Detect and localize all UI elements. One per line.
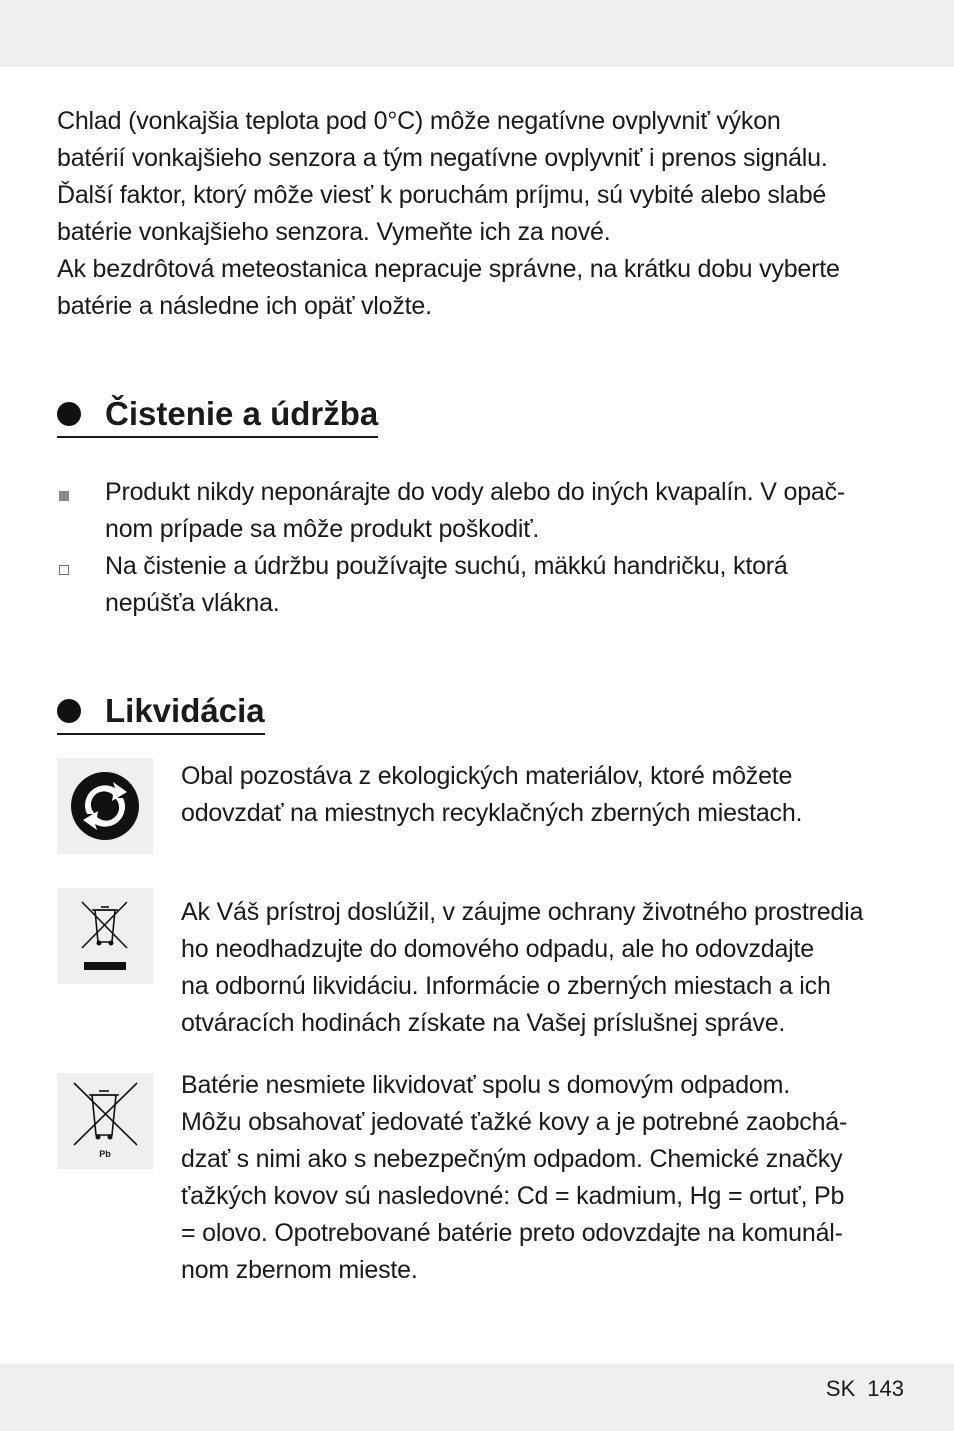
heading-cleaning-text: Čistenie a údržba <box>105 395 379 432</box>
text-line: Na čistenie a údržbu používajte suchú, mäkkú handričku, ktorá <box>105 552 788 580</box>
text-line: na odbornú likvidáciu. Informácie o zberných miestach a ich <box>181 972 831 1000</box>
text-line: nom prípade sa môže produkt poškodiť. <box>105 515 540 543</box>
text-line: batérie vonkajšieho senzora. Vymeňte ich za nové. <box>57 218 611 246</box>
heading-disposal-text: Likvidácia <box>105 692 265 729</box>
bullet-dot-icon <box>57 699 81 723</box>
top-band <box>0 0 954 67</box>
cleaning-bullet-list <box>57 474 907 622</box>
text-line: dzať s nimi ako s nebezpečným odpadom. Chemické značky <box>181 1145 843 1173</box>
text-line: odovzdať na miestnych recyklačných zberných miestach. <box>181 799 803 827</box>
text-line: Môžu obsahovať jedovaté ťažké kovy a je potrebné zaobchá- <box>181 1108 848 1136</box>
language-code: SK <box>825 1376 856 1401</box>
text-line: Batérie nesmiete likvidovať spolu s domovým odpadom. <box>181 1071 790 1099</box>
intro-paragraph <box>57 103 907 325</box>
open-square-icon <box>57 548 105 622</box>
heading-cleaning <box>57 394 378 438</box>
pb-label: Pb <box>99 1149 111 1159</box>
crossed-bin-battery-icon <box>57 1073 153 1169</box>
page-number: 143 <box>867 1376 904 1401</box>
list-item <box>57 474 907 548</box>
text-line: ťažkých kovov sú nasledovné: Cd = kadmium, Hg = ortuť, Pb <box>181 1182 845 1210</box>
text-line: Ďalší faktor, ktorý môže viesť k poruchám príjmu, sú vybité alebo slabé <box>57 181 827 209</box>
text-line: Obal pozostáva z ekologických materiálov, ktoré môžete <box>181 762 793 790</box>
bottom-band <box>0 1364 954 1431</box>
list-item <box>57 548 907 622</box>
text-line: batérií vonkajšieho senzora a tým negatívne ovplyvniť i prenos signálu. <box>57 144 828 172</box>
text-line: nom zbernom mieste. <box>181 1256 418 1284</box>
recycling-green-dot-icon <box>57 758 153 854</box>
text-line: ho neodhadzujte do domového odpadu, ale ho odovzdajte <box>181 935 814 963</box>
text-line: Ak bezdrôtová meteostanica nepracuje správne, na krátku dobu vyberte <box>57 255 840 283</box>
text-line: Chlad (vonkajšia teplota pod 0°C) môže negatívne ovplyvniť výkon <box>57 107 781 135</box>
crossed-bin-weee-icon <box>57 888 153 984</box>
bullet-dot-icon <box>57 402 81 426</box>
filled-square-icon <box>57 474 105 548</box>
page-footer <box>814 1376 904 1402</box>
text-line: nepúšťa vlákna. <box>105 589 280 617</box>
heading-disposal <box>57 691 265 735</box>
text-line: otváracích hodinách získate na Vašej príslušnej správe. <box>181 1009 786 1037</box>
text-line: batérie a následne ich opäť vložte. <box>57 292 432 320</box>
text-line: = olovo. Opotrebované batérie preto odovzdajte na komunál- <box>181 1219 843 1247</box>
text-line: Produkt nikdy neponárajte do vody alebo do iných kvapalín. V opač- <box>105 478 846 506</box>
text-line: Ak Váš prístroj doslúžil, v záujme ochrany životného prostredia <box>181 898 864 926</box>
